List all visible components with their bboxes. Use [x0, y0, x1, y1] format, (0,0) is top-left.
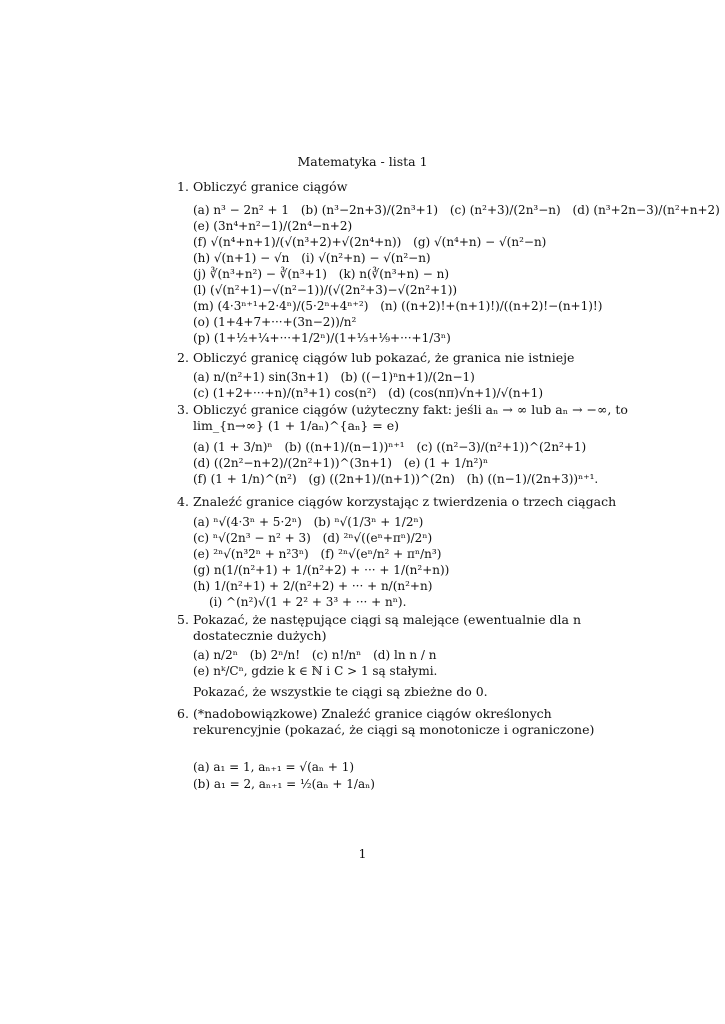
expression: (e) nᵏ/Cⁿ, gdzie k ∈ ℕ i C > 1 są stałymi.: [193, 664, 438, 678]
expression-row: [193, 315, 364, 329]
page-title: Matematyka - lista 1: [297, 154, 428, 169]
expression-row: [193, 251, 439, 265]
expression-row: [193, 219, 360, 233]
expression: (e) ²ⁿ√(n³2ⁿ + n²3ⁿ): [193, 547, 309, 561]
expression: (a) n³ − 2n² + 1: [193, 203, 290, 217]
expression: (d) ²ⁿ√((eⁿ+πⁿ)/2ⁿ): [322, 531, 433, 545]
expression: (b) ((−1)ⁿn+1)/(2n−1): [340, 370, 475, 384]
expression: (a) n/(n²+1) sin(3n+1): [193, 370, 329, 384]
expression: (f) ²ⁿ√(eⁿ/n² + πⁿ/n³): [320, 547, 442, 561]
expression-row: [193, 386, 551, 400]
expression-row: [193, 531, 440, 545]
expression: (a) (1 + 3/n)ⁿ: [193, 440, 273, 454]
expression-row: [193, 456, 496, 470]
expression-row: [193, 760, 354, 774]
expression: (f) √(n⁴+n+1)/(√(n³+2)+√(2n⁴+n)): [193, 235, 402, 249]
problem-4: [177, 494, 639, 510]
problem-text: (*nadobowiązkowe) Znaleźć granice ciągów określonych rekurencyjnie (pokazać, że ciągi są monotonicze i ograniczone): [193, 706, 595, 737]
expression: (b) ((n+1)/(n−1))ⁿ⁺¹: [284, 440, 405, 454]
expression-row: [193, 440, 594, 454]
expression: (d) (n³+2n−3)/(n²+n+2): [572, 203, 720, 217]
problem-number: 5.: [177, 612, 189, 627]
expression: (m) (4·3ⁿ⁺¹+2·4ⁿ)/(5·2ⁿ+4ⁿ⁺²): [193, 299, 369, 313]
expression: (d) (cos(nπ)√n+1)/√(n+1): [388, 386, 543, 400]
expression: (a) a₁ = 1, aₙ₊₁ = √(aₙ + 1): [193, 760, 355, 774]
problem-number: 6.: [177, 706, 189, 721]
expression-row: [193, 235, 554, 249]
problem-text: Znaleźć granice ciągów korzystając z twierdzenia o trzech ciągach: [193, 494, 617, 509]
expression: (c) (n²+3)/(2n³−n): [449, 203, 561, 217]
expression: (h) ((n−1)/(2n+3))ⁿ⁺¹.: [466, 472, 599, 486]
expression-row: [193, 203, 725, 217]
problem-text: Pokazać, że następujące ciągi są malejące (ewentualnie dla n dostatecznie dużych): [193, 612, 581, 643]
problem-text: Obliczyć granice ciągów: [193, 179, 348, 194]
expression-row: [193, 283, 465, 297]
problem-5: [177, 612, 639, 644]
problem-number: 1.: [177, 179, 189, 194]
problem-1: [177, 179, 639, 195]
expression: (c) n!/nⁿ: [311, 648, 362, 662]
expression: (n) ((n+2)!+(n+1)!)/((n+2)!−(n+1)!): [380, 299, 603, 313]
expression-row: [209, 595, 414, 609]
expression-row: [193, 664, 445, 678]
expression: (b) ⁿ√(1/3ⁿ + 1/2ⁿ): [313, 515, 424, 529]
expression-row: [193, 515, 431, 529]
problem-number: 4.: [177, 494, 189, 509]
problem-text: Obliczyć granice ciągów (użyteczny fakt: jeśli aₙ → ∞ lub aₙ → −∞, to lim_{n→∞} (1 + 1/aₙ)^{aₙ} = e): [193, 402, 628, 433]
expression: (b) 2ⁿ/n!: [249, 648, 301, 662]
problem-text: Obliczyć granicę ciągów lub pokazać, że granica nie istnieje: [193, 350, 575, 365]
problem-6: [177, 706, 639, 738]
expression-row: [193, 299, 610, 313]
problem-number: 2.: [177, 350, 189, 365]
expression: (f) (1 + 1/n)^(n²): [193, 472, 297, 486]
problem-3: [177, 402, 639, 434]
expression-row: [193, 370, 483, 384]
expression: (d) ln n / n: [373, 648, 437, 662]
expression-row: [193, 563, 457, 577]
expression: (g) ((2n+1)/(n+1))^(2n): [308, 472, 455, 486]
expression: (e) (3n⁴+n²−1)/(2n⁴−n+2): [193, 219, 353, 233]
problem-2: [177, 350, 639, 366]
expression: (c) ⁿ√(2n³ − n² + 3): [193, 531, 311, 545]
expression: (c) (1+2+···+n)/(n³+1) cos(n²): [193, 386, 377, 400]
problem-number: 3.: [177, 402, 189, 417]
expression: (j) ∛(n³+n²) − ∛(n³+1): [193, 267, 327, 281]
page-number: 1: [358, 846, 367, 861]
expression: (a) ⁿ√(4·3ⁿ + 5·2ⁿ): [193, 515, 302, 529]
expression: (b) (n³−2n+3)/(2n³+1): [300, 203, 439, 217]
expression-row: [193, 472, 606, 486]
expression: (h) 1/(n²+1) + 2/(n²+2) + ··· + n/(n²+n): [193, 579, 433, 593]
expression: (o) (1+4+7+···+(3n−2))/n²: [193, 315, 357, 329]
expression: (d) ((2n²−n+2)/(2n²+1))^(3n+1): [193, 456, 392, 470]
expression-row: [193, 267, 457, 281]
expression: (h) √(n+1) − √n: [193, 251, 290, 265]
expression: (i) ^(n²)√(1 + 2² + 3³ + ··· + nⁿ).: [209, 595, 407, 609]
expression: (a) n/2ⁿ: [193, 648, 238, 662]
expression: (b) a₁ = 2, aₙ₊₁ = ½(aₙ + 1/aₙ): [193, 777, 375, 791]
expression: (k) n(∛(n³+n) − n): [338, 267, 450, 281]
expression-row: [193, 331, 459, 345]
expression: (c) ((n²−3)/(n²+1))^(2n²+1): [416, 440, 587, 454]
expression-row: [193, 648, 445, 662]
expression: (l) (√(n²+1)−√(n²−1))/(√(2n²+3)−√(2n²+1)): [193, 283, 458, 297]
expression: (i) √(n²+n) − √(n²−n): [301, 251, 431, 265]
expression-row: [193, 777, 375, 791]
expression: (e) (1 + 1/n²)ⁿ: [403, 456, 489, 470]
expression: (g) n(1/(n²+1) + 1/(n²+2) + ··· + 1/(n²+n)): [193, 563, 450, 577]
expression: (p) (1+½+¼+···+1/2ⁿ)/(1+⅓+⅑+···+1/3ⁿ): [193, 331, 451, 345]
problem-note: Pokazać, że wszystkie te ciągi są zbieżne do 0.: [193, 684, 488, 699]
expression-row: [193, 547, 449, 561]
expression: (g) √(n⁴+n) − √(n²−n): [413, 235, 547, 249]
expression-row: [193, 579, 440, 593]
